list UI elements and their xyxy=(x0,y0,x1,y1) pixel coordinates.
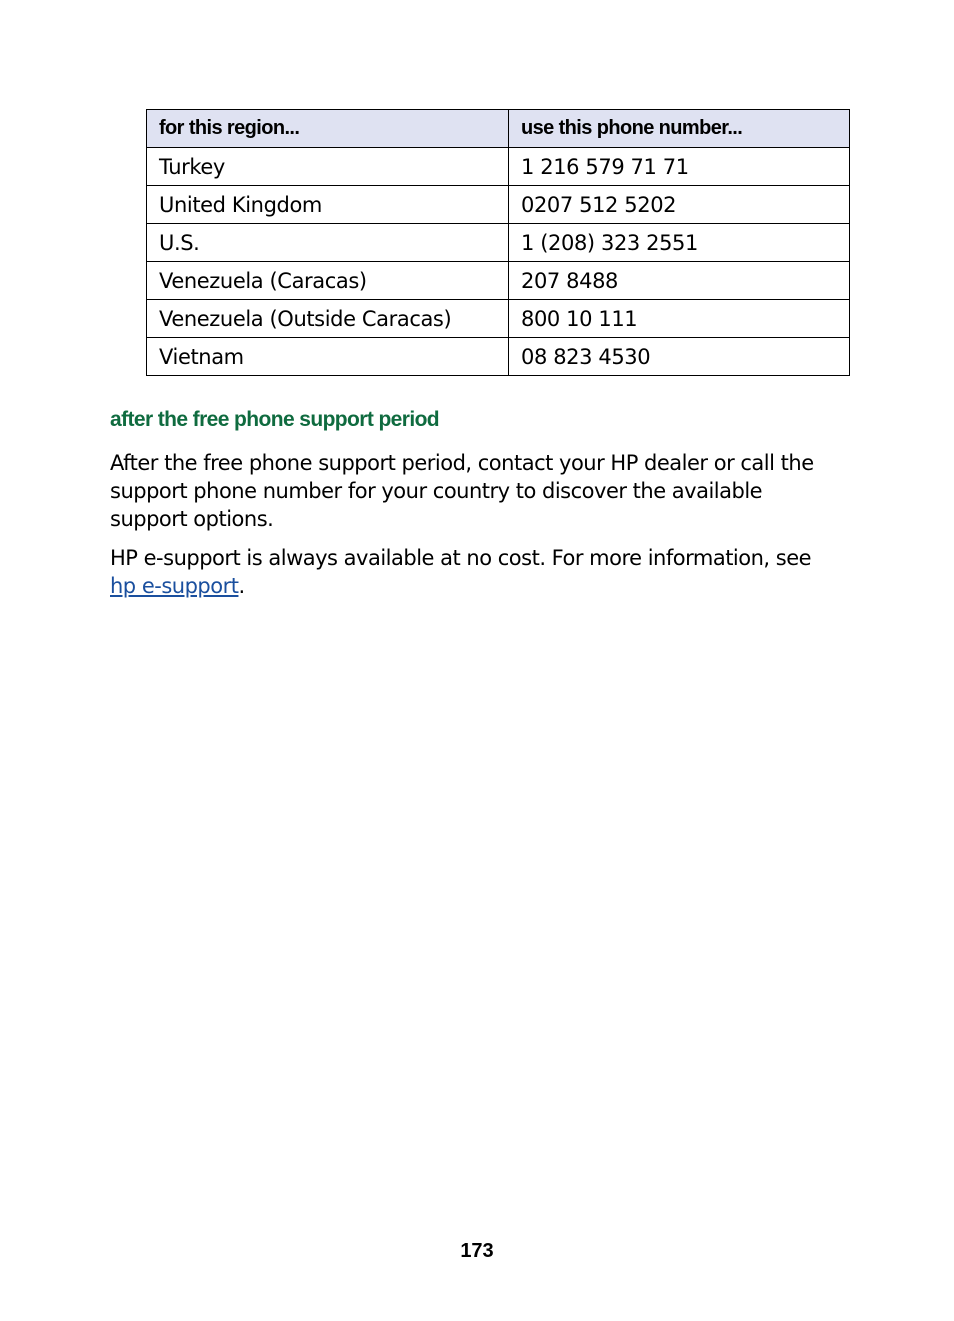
phone-number-cell: 800 10 111 xyxy=(509,300,850,338)
region-cell: U.S. xyxy=(147,224,509,262)
table-row xyxy=(147,338,850,376)
region-cell: Venezuela (Outside Caracas) xyxy=(147,300,509,338)
column-header-region: for this region... xyxy=(147,110,509,148)
table-row xyxy=(147,148,850,186)
phone-number-cell: 207 8488 xyxy=(509,262,850,300)
page-number: 173 xyxy=(460,1240,494,1262)
table-row xyxy=(147,262,850,300)
e-support-text: HP e-support is always available at no cost. For more information, see xyxy=(110,546,812,570)
table-row xyxy=(147,300,850,338)
phone-number-table xyxy=(146,109,850,376)
region-cell: United Kingdom xyxy=(147,186,509,224)
support-period-paragraph: After the free phone support period, contact your HP dealer or call the support phone number for your country to discover the available support options. xyxy=(110,451,814,531)
region-cell: Venezuela (Caracas) xyxy=(147,262,509,300)
phone-number-cell: 08 823 4530 xyxy=(509,338,850,376)
table-header-row xyxy=(147,110,850,148)
table-row xyxy=(147,224,850,262)
region-cell: Turkey xyxy=(147,148,509,186)
e-support-paragraph xyxy=(110,544,830,600)
phone-number-cell: 1 216 579 71 71 xyxy=(509,148,850,186)
phone-number-cell: 1 (208) 323 2551 xyxy=(509,224,850,262)
section-heading: after the free phone support period xyxy=(110,408,440,431)
column-header-phone-number: use this phone number... xyxy=(509,110,850,148)
table-row xyxy=(147,186,850,224)
region-cell: Vietnam xyxy=(147,338,509,376)
sentence-period: . xyxy=(238,574,245,598)
hp-e-support-link[interactable]: hp e-support xyxy=(110,574,239,598)
phone-number-cell: 0207 512 5202 xyxy=(509,186,850,224)
